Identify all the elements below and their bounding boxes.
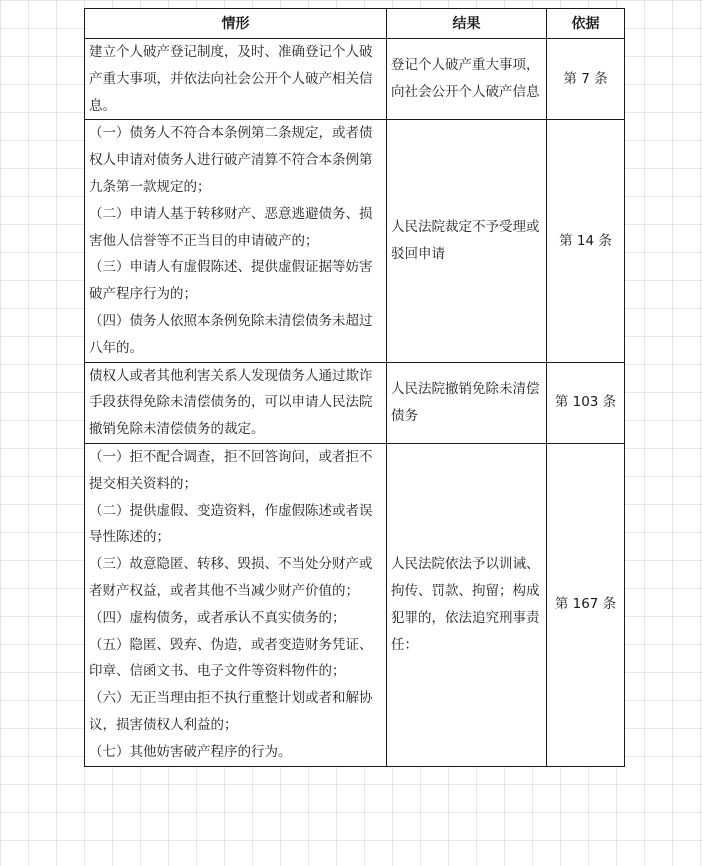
basis-cell: 第 103 条 (547, 362, 625, 443)
basis-cell: 第 14 条 (547, 120, 625, 362)
result-cell: 人民法院撤销免除未清偿债务 (387, 362, 547, 443)
condition-item: （四）债务人依照本条例免除未清偿债务未超过八年的。 (89, 312, 373, 356)
condition-item: （一）债务人不符合本条例第二条规定，或者债权人申请对债务人进行破产清算不符合本条例第九条第一款规定的； (89, 125, 373, 195)
bankruptcy-provisions-table (84, 8, 625, 767)
condition-cell (85, 39, 387, 120)
condition-item: （三）申请人有虚假陈述、提供虚假证据等妨害破产程序行为的； (89, 259, 373, 303)
table-row (85, 39, 625, 120)
result-cell: 登记个人破产重大事项，向社会公开个人破产信息 (387, 39, 547, 120)
condition-cell (85, 362, 387, 443)
header-condition: 情形 (85, 9, 387, 39)
table-row (85, 362, 625, 443)
result-cell: 人民法院依法予以训诫、拘传、罚款、拘留；构成犯罪的，依法追究刑事责任： (387, 443, 547, 766)
condition-item: （二）申请人基于转移财产、恶意逃避债务、损害他人信誉等不正当目的申请破产的； (89, 205, 373, 249)
condition-item: （四）虚构债务，或者承认不真实债务的； (89, 609, 346, 626)
condition-cell (85, 443, 387, 766)
basis-cell: 第 7 条 (547, 39, 625, 120)
header-row (85, 9, 625, 39)
header-basis: 依据 (547, 9, 625, 39)
condition-item: （一）拒不配合调查，拒不回答询问，或者拒不提交相关资料的； (89, 448, 373, 492)
condition-text: 债权人或者其他利害关系人发现债务人通过欺诈手段获得免除未清偿债务的，可以申请人民法院撤销免除未清偿债务的裁定。 (89, 367, 373, 438)
table-row (85, 120, 625, 362)
condition-item: （二）提供虚假、变造资料，作虚假陈述或者误导性陈述的； (89, 502, 373, 546)
table-row (85, 443, 625, 766)
header-result: 结果 (387, 9, 547, 39)
condition-item: （七）其他妨害破产程序的行为。 (89, 743, 292, 760)
result-cell: 人民法院裁定不予受理或驳回申请 (387, 120, 547, 362)
document-sheet (84, 8, 625, 767)
basis-cell: 第 167 条 (547, 443, 625, 766)
condition-cell (85, 120, 387, 362)
condition-item: （五）隐匿、毁弃、伪造，或者变造财务凭证、印章、信函文书、电子文件等资料物件的； (89, 636, 373, 680)
condition-text: 建立个人破产登记制度，及时、准确登记个人破产重大事项，并依法向社会公开个人破产相关信息。 (89, 44, 373, 114)
condition-item: （三）故意隐匿、转移、毁损、不当处分财产或者财产权益，或者其他不当减少财产价值的； (89, 556, 373, 599)
condition-item: （六）无正当理由拒不执行重整计划或者和解协议，损害债权人利益的； (89, 690, 373, 733)
